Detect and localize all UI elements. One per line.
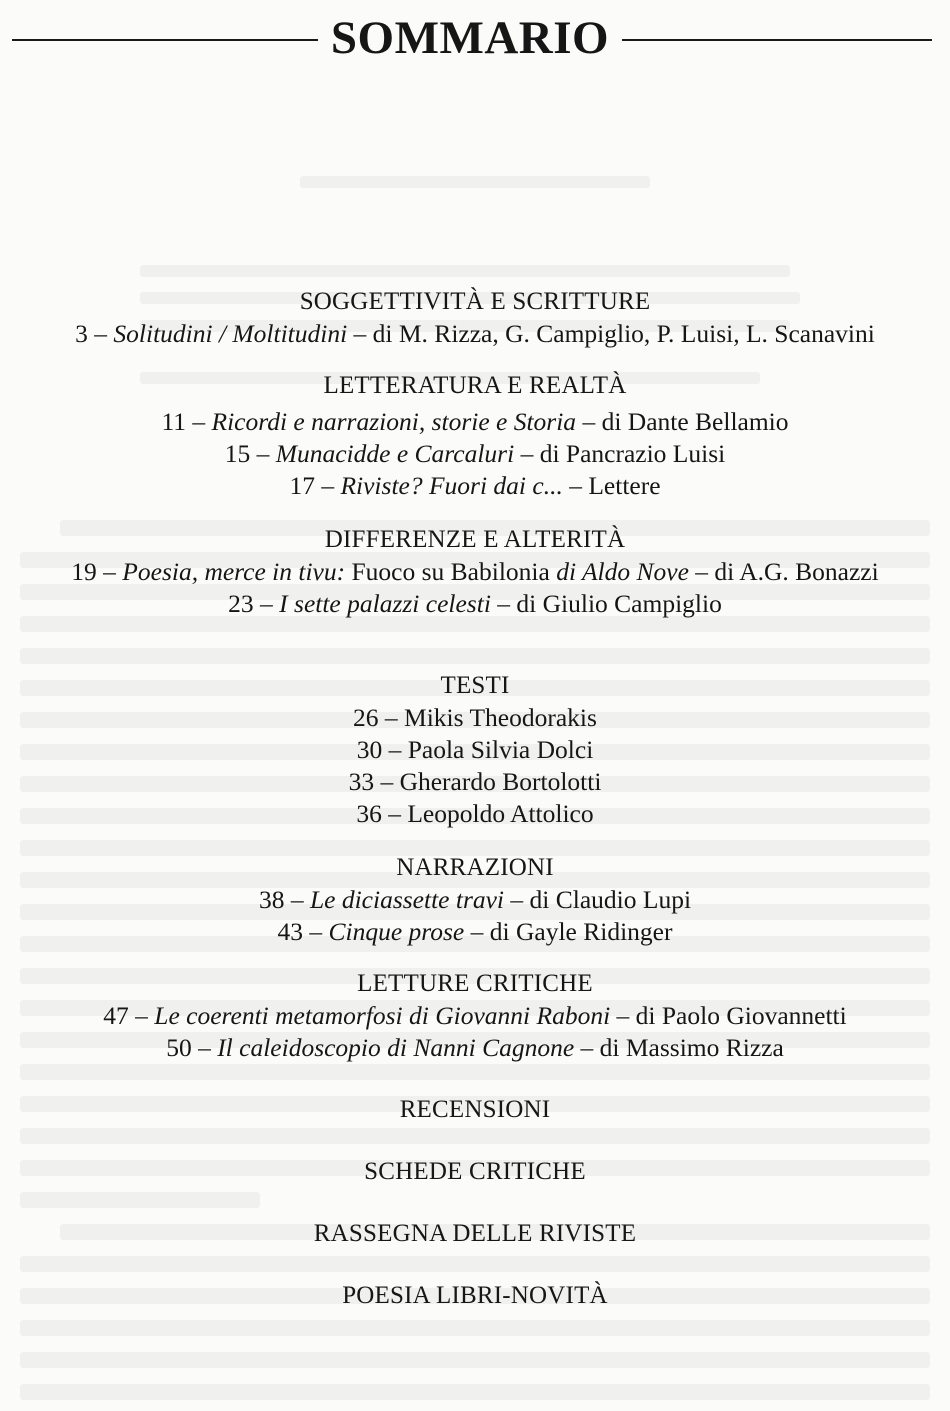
toc-entry: 17 – Riviste? Fuori dai c... – Lettere [289, 471, 661, 500]
title-rule-left [12, 39, 318, 41]
toc-entry: 33 – Gherardo Bortolotti [348, 767, 602, 796]
toc-entry: 23 – I sette palazzi celesti – di Giulio Campiglio [228, 589, 722, 618]
section-title: LETTURE CRITICHE [357, 970, 593, 997]
header [0, 8, 950, 70]
entry-page: 47 [103, 1001, 129, 1030]
entry-page: 19 [71, 557, 97, 586]
section-title: LETTERATURA E REALTÀ [323, 372, 627, 399]
entry-work-title: Munacidde e Carcaluri [275, 439, 515, 468]
entry-work-title: Le coerenti metamorfosi di Giovanni Raboni [154, 1001, 611, 1030]
toc-entry: 3 – Solitudini / Moltitudini – di M. Rizza, G. Campiglio, P. Luisi, L. Scanavini [75, 319, 875, 348]
entry-work-title: I sette palazzi celesti [279, 589, 491, 618]
entry-page: 3 [75, 319, 88, 348]
section-title: RASSEGNA DELLE RIVISTE [313, 1220, 637, 1247]
entry-author: – di Pancrazio Luisi [514, 439, 726, 468]
entry-work-title: Ricordi e narrazioni, storie e Storia [211, 407, 577, 436]
section-title: SOGGETTIVITÀ E SCRITTURE [299, 288, 651, 315]
entry-page: 50 [166, 1033, 192, 1062]
entry-author: – di Giulio Campiglio [490, 589, 722, 618]
toc-entry: 26 – Mikis Theodorakis [353, 703, 597, 732]
entry-page: 15 [224, 439, 251, 468]
entry-author: – di M. Rizza, G. Campiglio, P. Luisi, L. Scanavini [347, 319, 875, 348]
entry-page: 43 [277, 917, 303, 946]
entry-author: – di Paolo Giovannetti [610, 1001, 847, 1030]
title-rule-right [622, 39, 932, 41]
toc-entry: 43 – Cinque prose – di Gayle Ridinger [277, 917, 673, 946]
toc-entry: 50 – Il caleidoscopio di Nanni Cagnone – di Massimo Rizza [166, 1033, 784, 1062]
entry-author: – di Massimo Rizza [574, 1033, 784, 1062]
entry-author: – di Dante Bellamio [576, 407, 789, 436]
entry-work-title: Poesia, merce in tivu: [122, 557, 346, 586]
section-title: DIFFERENZE E ALTERITÀ [324, 526, 626, 553]
section-title: NARRAZIONI [396, 854, 554, 881]
entry-work-title: Il caleidoscopio di Nanni Cagnone [217, 1033, 575, 1062]
page-title: SOMMARIO [330, 12, 610, 64]
entry-work-title: Le diciassette travi [309, 885, 505, 914]
section-title: POESIA LIBRI-NOVITÀ [342, 1282, 608, 1309]
entry-author: – di Claudio Lupi [504, 885, 692, 914]
toc-entry: 36 – Leopoldo Attolico [356, 799, 594, 828]
toc-entry: 30 – Paola Silvia Dolci [356, 735, 594, 764]
entry-work-title: Cinque prose [328, 917, 465, 946]
entry-author: – di A.G. Bonazzi [688, 557, 879, 586]
entry-page: 11 [161, 407, 187, 436]
entry-subject: Fuoco su Babilonia [345, 557, 557, 586]
section-title: SCHEDE CRITICHE [364, 1158, 586, 1185]
section-title: RECENSIONI [399, 1096, 551, 1123]
toc-entry: 47 – Le coerenti metamorfosi di Giovanni Raboni – di Paolo Giovannetti [103, 1001, 847, 1030]
toc-entry: 11 – Ricordi e narrazioni, storie e Storia – di Dante Bellamio [161, 407, 789, 436]
entry-work-title: Riviste? Fuori dai c... [340, 471, 563, 500]
entry-subject-author: di Aldo Nove [556, 557, 689, 586]
entry-page: 38 [258, 885, 285, 914]
entry-author: – Lettere [562, 471, 661, 500]
toc-entry: 19 – Poesia, merce in tivu: Fuoco su Babilonia di Aldo Nove – di A.G. Bonazzi [71, 557, 879, 586]
entry-page: 17 [289, 471, 315, 500]
toc-entry: 15 – Munacidde e Carcaluri – di Pancrazio Luisi [224, 439, 726, 468]
toc-entry: 38 – Le diciassette travi – di Claudio Lupi [258, 885, 692, 914]
entry-author: – di Gayle Ridinger [464, 917, 673, 946]
entry-work-title: Solitudini / Moltitudini [113, 319, 348, 348]
entry-page: 23 [228, 589, 254, 618]
section-title: TESTI [440, 672, 510, 699]
table-of-contents [0, 286, 950, 1312]
